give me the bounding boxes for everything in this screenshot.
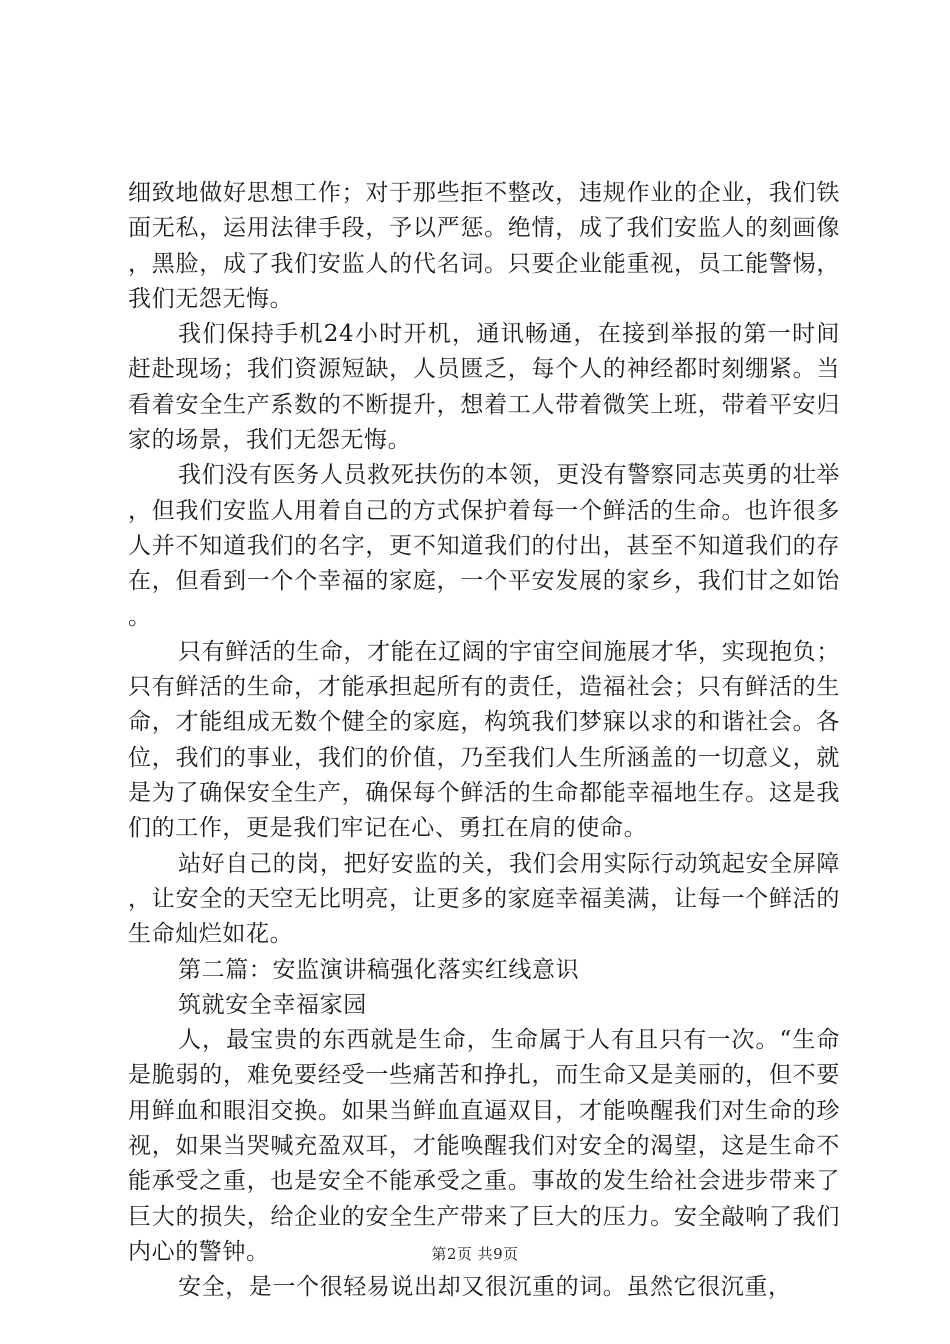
paragraph: 安全，是一个很轻易说出却又很沉重的词。虽然它很沉重，	[178, 1274, 792, 1301]
paragraph: 我们没有医务人员救死扶伤的本领，更没有警察同志英勇的壮举，但我们安监人用着自己的方式保护着每一个鲜活的生命。也许很多人并不知道我们的名字，更不知道我们的付出，甚至不知道我们的存在，但看到一个个幸福的家庭，一个平安发展的家乡，我们甘之如饴。	[128, 462, 840, 630]
section-heading: 第二篇：安监演讲稿强化落实红线意识	[178, 956, 580, 983]
paragraph: 只有鲜活的生命，才能在辽阔的宇宙空间施展才华，实现抱负；只有鲜活的生命，才能承担起所有的责任，造福社会；只有鲜活的生命，才能组成无数个健全的家庭，构筑我们梦寐以求的和谐社会。各位，我们的事业，我们的价值，乃至我们人生所涵盖的一切意义，就是为了确保安全生产，确保每个鲜活的生命都能幸福地生存。这是我们的工作，更是我们牢记在心、勇扛在肩的使命。	[128, 638, 840, 842]
paragraph: 人，最宝贵的东西就是生命，生命属于人有且只有一次。“生命是脆弱的，难免要经受一些痛苦和挣扎，而生命又是美丽的，但不要用鲜血和眼泪交换。如果当鲜血直逼双目，才能唤醒我们对生命的珍视，如果当哭喊充盈双耳，才能唤醒我们对安全的渴望，这是生命不能承受之重，也是安全不能承受之重。事故的发生给社会进步带来了巨大的损失，给企业的安全生产带来了巨大的压力。安全敲响了我们内心的警钟。	[128, 1027, 840, 1265]
paragraph: 我们保持手机24小时开机，通讯畅通，在接到举报的第一时间赶赴现场；我们资源短缺，人员匮乏，每个人的神经都时刻绷紧。当看着安全生产系数的不断提升，想着工人带着微笑上班，带着平安归家的场景，我们无怨无悔。	[128, 321, 840, 454]
paragraph: 站好自己的岗，把好安监的关，我们会用实际行动筑起安全屏障，让安全的天空无比明亮，让更多的家庭幸福美满，让每一个鲜活的生命灿烂如花。	[128, 850, 840, 948]
paragraph-continuation: 细致地做好思想工作；对于那些拒不整改，违规作业的企业，我们铁面无私，运用法律手段，予以严惩。绝情，成了我们安监人的刻画像，黑脸，成了我们安监人的代名词。只要企业能重视，员工能警惕，我们无怨无悔。	[128, 180, 840, 312]
document-body	[128, 176, 840, 1306]
page-footer: 第2页 共9页	[431, 1245, 519, 1263]
section-subheading: 筑就安全幸福家园	[178, 991, 367, 1018]
